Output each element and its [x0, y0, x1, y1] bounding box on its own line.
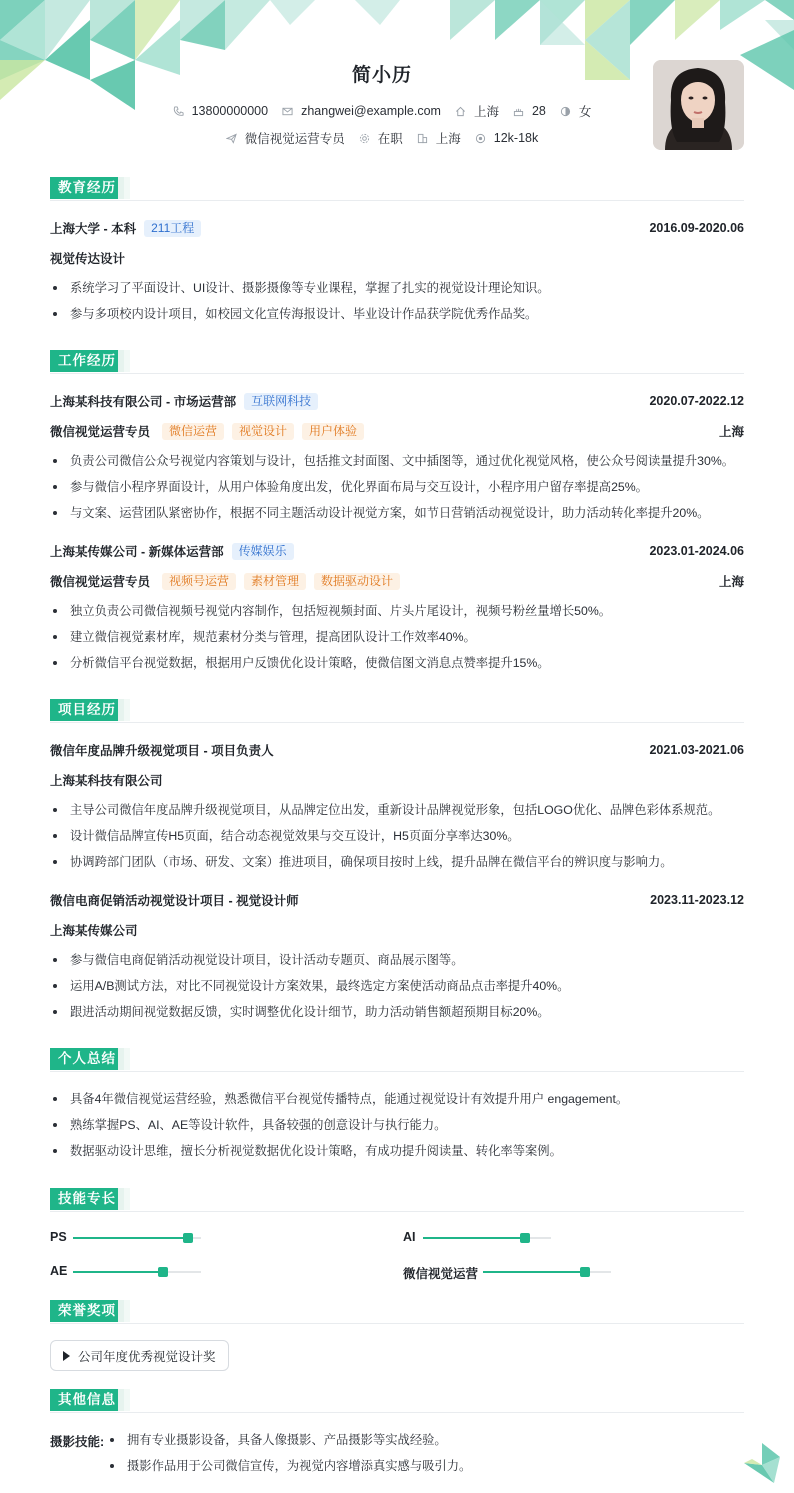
- section-title: 项目经历: [50, 699, 124, 721]
- list-item: 参与多项校内设计项目，如校园文化宣传海报设计、毕业设计作品获学院优秀作品奖。: [50, 305, 744, 331]
- phone-info: [173, 104, 268, 118]
- project-company: 上海某传媒公司: [50, 924, 138, 938]
- job-2-row: [50, 542, 744, 560]
- skill-name: AI: [403, 1230, 416, 1244]
- job-1-role-row: [50, 422, 744, 440]
- title-tail-decoration: [118, 1389, 134, 1411]
- avatar: [653, 60, 744, 150]
- project-1-company-row: [50, 771, 744, 789]
- skill-ae: [50, 1264, 67, 1278]
- job-date: 2020.07-2022.12: [649, 394, 744, 408]
- list-item: 参与微信电商促销活动视觉设计项目，设计活动专题页、商品展示图等。: [50, 951, 744, 977]
- projects-section: [50, 699, 744, 723]
- education-section: [50, 177, 744, 201]
- role-name: 微信视觉运营专员: [50, 425, 151, 439]
- project-1-bullets: [50, 801, 744, 879]
- cake-icon: [513, 106, 524, 117]
- skill-name: PS: [50, 1230, 67, 1244]
- education-header: [50, 177, 744, 201]
- photography-label: 摄影技能:: [50, 1435, 105, 1449]
- list-item: 数据驱动设计思维，擅长分析视觉数据优化设计策略，有成功提升阅读量、转化率等案例。: [50, 1142, 744, 1168]
- skill-tag: 数据驱动设计: [314, 573, 400, 590]
- list-item: 跟进活动期间视觉数据反馈，实时调整优化设计细节，助力活动销售额超预期目标20%。: [50, 1003, 744, 1029]
- project-1-row: [50, 741, 744, 759]
- industry-tag: 互联网科技: [244, 393, 318, 410]
- skill-fill: [423, 1237, 525, 1239]
- skill-ps-bar: [73, 1237, 201, 1239]
- honors-section: [50, 1300, 744, 1324]
- gender-text: 女: [578, 105, 592, 119]
- skill-fill: [73, 1271, 163, 1273]
- job-1-bullets: [50, 452, 744, 530]
- section-title: 教育经历: [50, 177, 124, 199]
- major-name: 视觉传达设计: [50, 252, 126, 266]
- section-title: 其他信息: [50, 1389, 124, 1411]
- job-2-role-row: [50, 572, 744, 590]
- phone-number: 13800000000: [191, 104, 269, 118]
- skill-name: AE: [50, 1264, 68, 1278]
- skill-fill: [483, 1271, 585, 1273]
- major-row: [50, 249, 744, 267]
- work-section: [50, 350, 744, 374]
- title-tail-decoration: [118, 1300, 134, 1322]
- summary-bullets: [50, 1090, 744, 1168]
- list-item: 负责公司微信公众号视觉内容策划与设计，包括推文封面图、文中插图等，通过优化视觉风格，使公众号阅读量提升30%。: [50, 452, 744, 478]
- list-item: 系统学习了平面设计、UI设计、摄影摄像等专业课程，掌握了扎实的视觉设计理论知识。: [50, 279, 744, 305]
- project-date: 2021.03-2021.06: [649, 743, 744, 757]
- title-tail-decoration: [118, 1188, 134, 1210]
- list-item: 摄影作品用于公司微信宣传，为视觉内容增添真实感与吸引力。: [107, 1457, 667, 1483]
- job-location: 上海: [718, 425, 744, 439]
- candidate-name: 简小历: [351, 65, 412, 86]
- summary-header: [50, 1048, 744, 1072]
- role-name: 微信视觉运营专员: [50, 575, 151, 589]
- city-info: [455, 102, 499, 120]
- project-date: 2023.11-2023.12: [650, 893, 744, 907]
- company-name: 上海某传媒公司 - 新媒体运营部: [50, 545, 224, 559]
- honors-header: [50, 1300, 744, 1324]
- education-bullets: [50, 279, 744, 331]
- skill-tag: 用户体验: [302, 423, 364, 440]
- job-2-bullets: [50, 602, 744, 680]
- other-bullets: [107, 1431, 667, 1483]
- list-item: 具备4年微信视觉运营经验，熟悉微信平台视觉传播特点，能通过视觉设计有效提升用户 engagement。: [50, 1090, 744, 1116]
- job-intent-line: [0, 129, 764, 147]
- list-item: 参与微信小程序界面设计，从用户体验角度出发，优化界面布局与交互设计，小程序用户留存率提高25%。: [50, 478, 744, 504]
- contact-info-line: [0, 102, 764, 120]
- building-icon: [417, 133, 428, 144]
- skill-ps: [50, 1230, 67, 1244]
- job-date: 2023.01-2024.06: [649, 544, 744, 558]
- list-item: 拥有专业摄影设备，具备人像摄影、产品摄影等实战经验。: [107, 1431, 667, 1457]
- coin-icon: [475, 133, 486, 144]
- skill-ae-bar: [73, 1271, 201, 1273]
- status-text: 在职: [377, 132, 403, 146]
- city-text: 上海: [473, 105, 499, 119]
- age-info: [513, 104, 546, 118]
- project-company: 上海某科技有限公司: [50, 774, 163, 788]
- job-1-row: [50, 392, 744, 410]
- skill-knob: [520, 1233, 530, 1243]
- home-icon: [455, 106, 466, 117]
- list-item: 与文案、运营团队紧密协作，根据不同主题活动设计视觉方案，如节日营销活动视觉设计，助力活动转化率提升20%。: [50, 504, 744, 530]
- project-2-company-row: [50, 921, 744, 939]
- position-info: [226, 129, 345, 147]
- title-tail-decoration: [118, 350, 134, 372]
- school-tag: 211工程: [144, 220, 201, 237]
- skill-knob: [158, 1267, 168, 1277]
- award-name: 公司年度优秀视觉设计奖: [78, 1349, 216, 1364]
- title-tail-decoration: [118, 1048, 134, 1070]
- job-location: 上海: [718, 575, 744, 589]
- title-tail-decoration: [118, 177, 134, 199]
- gear-icon: [359, 133, 370, 144]
- award-badge: [50, 1340, 229, 1371]
- paper-plane-icon: [226, 133, 237, 144]
- education-date: 2016.09-2020.06: [649, 221, 744, 235]
- portrait-image: [653, 60, 744, 150]
- status-info: [359, 129, 403, 147]
- list-item: 分析微信平台视觉数据，根据用户反馈优化设计策略，使微信图文消息点赞率提升15%。: [50, 654, 744, 680]
- section-title: 荣誉奖项: [50, 1300, 124, 1322]
- salary-text: 12k-18k: [493, 131, 539, 145]
- skill-fill: [73, 1237, 188, 1239]
- skill-ai-bar: [423, 1237, 551, 1239]
- email-info: [282, 104, 441, 118]
- skill-ai: [403, 1230, 416, 1244]
- list-item: 独立负责公司微信视频号视觉内容制作，包括短视频封面、片头片尾设计，视频号粉丝量增长50%。: [50, 602, 744, 628]
- list-item: 协调跨部门团队（市场、研发、文案）推进项目，确保项目按时上线，提升品牌在微信平台的辨识度与影响力。: [50, 853, 744, 879]
- skill-tag: 素材管理: [244, 573, 306, 590]
- skill-name: 微信视觉运营: [403, 1267, 479, 1281]
- skill-tag: 微信运营: [162, 423, 224, 440]
- target-city-info: [417, 129, 461, 147]
- gender-icon: [560, 106, 571, 117]
- other-header: [50, 1389, 744, 1413]
- project-2-bullets: [50, 951, 744, 1029]
- list-item: 建立微信视觉素材库，规范素材分类与管理，提高团队设计工作效率40%。: [50, 628, 744, 654]
- project-name: 微信年度品牌升级视觉项目 - 项目负责人: [50, 744, 274, 758]
- section-title: 技能专长: [50, 1188, 124, 1210]
- project-name: 微信电商促销活动视觉设计项目 - 视觉设计师: [50, 894, 299, 908]
- skill-tag: 视频号运营: [162, 573, 236, 590]
- skill-knob: [580, 1267, 590, 1277]
- education-row: [50, 219, 744, 237]
- skills-header: [50, 1188, 744, 1212]
- salary-info: [475, 131, 538, 145]
- list-item: 运用A/B测试方法，对比不同视觉设计方案效果，最终选定方案使活动商品点击率提升40%。: [50, 977, 744, 1003]
- section-title: 个人总结: [50, 1048, 124, 1070]
- gender-info: [560, 102, 592, 120]
- projects-header: [50, 699, 744, 723]
- section-title: 工作经历: [50, 350, 124, 372]
- title-tail-decoration: [118, 699, 134, 721]
- project-2-row: [50, 891, 744, 909]
- skill-wechat-visual: [403, 1264, 478, 1282]
- play-triangle-icon: [63, 1351, 70, 1361]
- skills-section: [50, 1188, 744, 1212]
- list-item: 设计微信品牌宣传H5页面，结合动态视觉效果与交互设计，H5页面分享率达30%。: [50, 827, 744, 853]
- skill-knob: [183, 1233, 193, 1243]
- corner-decoration: [744, 1443, 780, 1483]
- position-text: 微信视觉运营专员: [244, 132, 345, 146]
- industry-tag: 传媒娱乐: [232, 543, 294, 560]
- skill-tag: 视觉设计: [232, 423, 294, 440]
- skill-wechat-visual-bar: [483, 1271, 611, 1273]
- phone-icon: [173, 106, 184, 117]
- target-city-text: 上海: [435, 132, 461, 146]
- list-item: 主导公司微信年度品牌升级视觉项目，从品牌定位出发，重新设计品牌视觉形象，包括LOGO优化、品牌色彩体系规范。: [50, 801, 744, 827]
- mail-icon: [282, 106, 293, 117]
- email-address: zhangwei@example.com: [301, 104, 441, 118]
- company-name: 上海某科技有限公司 - 市场运营部: [50, 395, 237, 409]
- list-item: 熟练掌握PS、AI、AE等设计软件，具备较强的创意设计与执行能力。: [50, 1116, 744, 1142]
- age-text: 28: [531, 104, 546, 118]
- summary-section: [50, 1048, 744, 1072]
- other-section: [50, 1389, 744, 1413]
- school-name: 上海大学 - 本科: [50, 222, 137, 236]
- work-header: [50, 350, 744, 374]
